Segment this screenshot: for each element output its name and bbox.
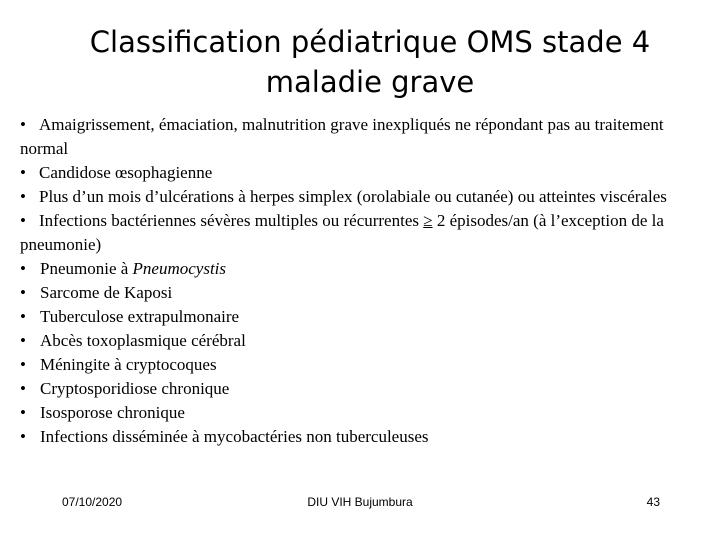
bullet-icon: • [20, 259, 26, 278]
list-item-mycobacteries [20, 425, 695, 449]
list-item-text: Infections bactériennes sévères multiples ou récurrentes [39, 211, 424, 230]
list-item-text: Méningite à cryptocoques [40, 355, 217, 374]
list-item-text: Infections disséminée à mycobactéries non tuberculeuses [40, 427, 429, 446]
bullet-icon: • [20, 331, 26, 350]
list-item-toxoplasmose [20, 329, 695, 353]
list-item-text: Isosporose chronique [40, 403, 185, 422]
list-item-meningite [20, 353, 695, 377]
list-item-text: Pneumonie à [40, 259, 133, 278]
list-item-candidose [20, 161, 695, 185]
list-item-text: Plus d’un mois d’ulcérations à herpes simplex (orolabiale ou cutanée) ou atteintes viscérales [39, 187, 667, 206]
list-item-kaposi [20, 281, 695, 305]
title-line-2: maladie grave [265, 65, 475, 99]
list-item-amaigrissement [20, 113, 695, 161]
bullet-list [20, 113, 695, 449]
list-item-text: 2 épisodes/an (à l’exception de la pneumonie) [20, 211, 664, 254]
bullet-icon: • [20, 355, 26, 374]
bullet-icon: • [20, 163, 26, 182]
bullet-icon: • [20, 283, 26, 302]
list-item-text: Candidose œsophagienne [39, 163, 213, 182]
footer-date: 07/10/2020 [62, 495, 123, 509]
greater-or-equal-sign: ≥ [423, 211, 433, 230]
list-item-text: Sarcome de Kaposi [40, 283, 173, 302]
bullet-icon: • [20, 211, 26, 230]
bullet-icon: • [20, 403, 26, 422]
bullet-icon: • [20, 379, 26, 398]
bullet-icon: • [20, 427, 26, 446]
list-item-pneumonie [20, 257, 695, 281]
list-item-text: Cryptosporidiose chronique [40, 379, 230, 398]
bullet-icon: • [20, 115, 26, 134]
slide-title [40, 22, 700, 102]
list-item-text: Amaigrissement, émaciation, malnutrition grave inexpliqués ne répondant pas au traitement normal [20, 115, 664, 158]
list-item-isosporose [20, 401, 695, 425]
page-number: 43 [646, 495, 660, 509]
list-item-infections-bacteriennes [20, 209, 695, 257]
list-item-cryptosporidiose [20, 377, 695, 401]
list-item-text: Tuberculose extrapulmonaire [40, 307, 240, 326]
title-line-1: Classification pédiatrique OMS stade 4 [89, 25, 651, 59]
bullet-icon: • [20, 307, 26, 326]
bullet-icon: • [20, 187, 26, 206]
list-item-herpes [20, 185, 695, 209]
footer-title: DIU VIH Bujumbura [307, 495, 413, 509]
list-item-text: Abcès toxoplasmique cérébral [40, 331, 246, 350]
pneumocystis-italic: Pneumocystis [132, 259, 227, 278]
list-item-tuberculose [20, 305, 695, 329]
